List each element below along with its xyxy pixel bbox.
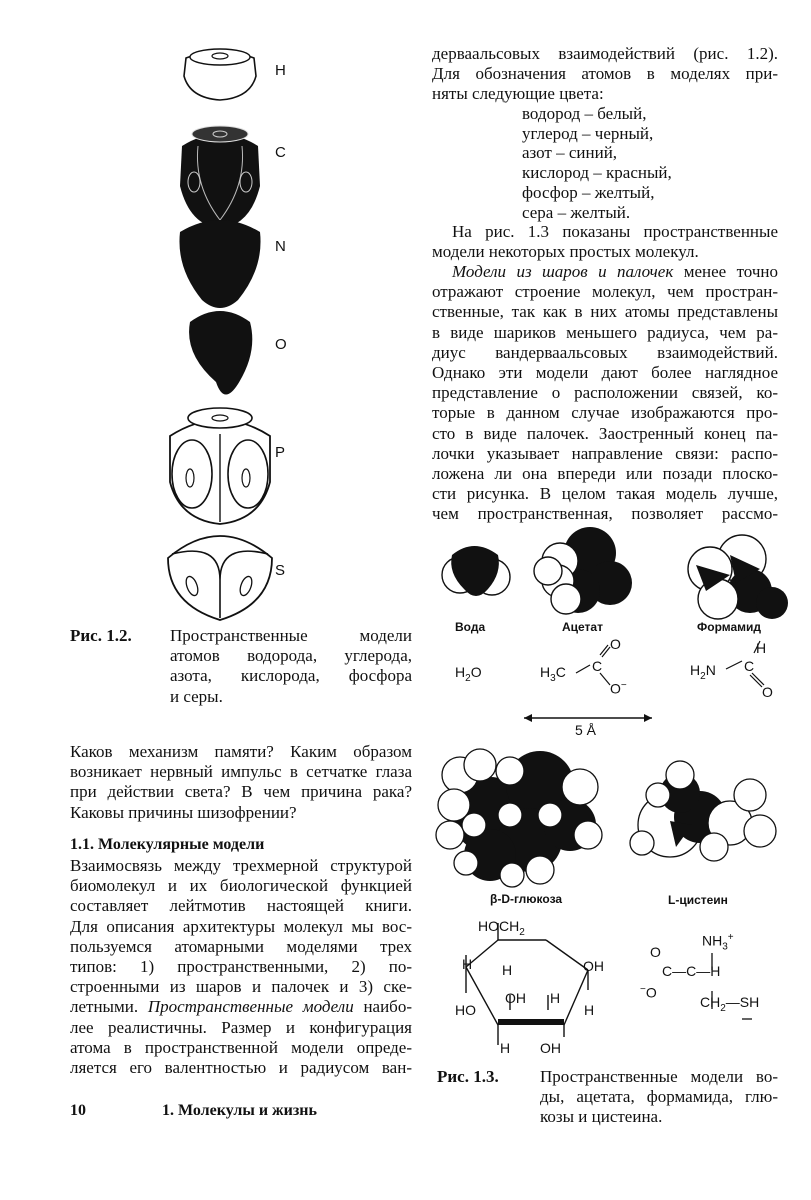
fig13-caption-label: Рис. 1.3. xyxy=(437,1067,499,1086)
color-item: азот – синий, xyxy=(522,143,618,163)
atom-label-c: C xyxy=(275,144,286,161)
cysteine-o2: −O xyxy=(640,984,657,1001)
formamide-model xyxy=(688,535,788,619)
text-line: торые в данном случае изображаются про- xyxy=(432,403,778,423)
text-line: лее реалистичны. Размер и конфигурация xyxy=(70,1017,412,1037)
text-line: чем пространственная, позволяет рассмо- xyxy=(432,504,778,524)
text-line: пользуемся атомарными моделями трех xyxy=(70,936,412,956)
carbon-atom-model xyxy=(180,126,260,228)
fig12-atom-models xyxy=(150,36,310,616)
scale-bar-label: 5 Å xyxy=(575,722,597,738)
fig12-caption-label: Рис. 1.2. xyxy=(70,626,132,645)
caption-line: Пространственные модели xyxy=(170,626,412,645)
left-questions xyxy=(70,742,412,823)
cysteine-nh3: $NH_3^+$ xyxy=(702,932,734,953)
text-line: дерваальсовых взаимодействий (рис. 1.2). xyxy=(432,44,778,63)
molecule-label-cysteine: L-цистеин xyxy=(668,893,728,907)
section-heading: 1.1. Молекулярные модели xyxy=(70,836,265,853)
text-line: диус вандерваальсовых взаимодействий. xyxy=(432,342,778,362)
text-line: няты следующие цвета: xyxy=(432,84,604,104)
molecule-label-formamide: Формамид xyxy=(697,620,762,634)
text-line: типов: 1) пространственными, 2) по- xyxy=(70,957,412,977)
atom-label-h: H xyxy=(275,62,286,79)
molecule-label-glucose: β-D-глюкоза xyxy=(490,892,563,906)
fig12-caption xyxy=(170,626,412,707)
cysteine-backbone: C—C—H xyxy=(662,963,721,979)
formula-formamide-h2n: $H_2N$ xyxy=(690,662,716,682)
fig13-caption xyxy=(540,1067,778,1128)
glucose-atom: H xyxy=(584,1002,595,1018)
text-line: в виде шариков меньшего радиуса, чем ра- xyxy=(432,322,778,342)
cysteine-ch2sh: $CH_2—SH$ xyxy=(700,994,760,1014)
text-line: На рис. 1.3 показаны пространственные xyxy=(452,222,778,241)
formula-acetate-c: C xyxy=(592,658,603,674)
molecule-label-acetate: Ацетат xyxy=(562,620,603,634)
glucose-model xyxy=(436,749,602,887)
running-footer-chapter: 1. Молекулы и жизнь xyxy=(162,1102,317,1119)
text-line: Каковы причины шизофрении? xyxy=(70,802,297,822)
glucose-atom: HO xyxy=(455,1002,476,1018)
text-line: Однако эти модели дают более наглядное xyxy=(432,363,778,383)
text-fragment: менее точно xyxy=(673,262,779,281)
caption-line: азота, кислорода, фосфора xyxy=(170,666,412,686)
text-line: строенными из шаров и палочек и 3) ске- xyxy=(70,977,412,997)
text-line: представление о расположении связей, ко- xyxy=(432,383,778,403)
text-line: лочки указывает направление связи: распо- xyxy=(432,443,778,463)
hydrogen-atom-model xyxy=(184,49,256,100)
text-line: отражают строение молекул, чем простран- xyxy=(432,282,778,302)
atom-label-s: S xyxy=(275,562,286,579)
sulfur-atom-model xyxy=(168,536,272,620)
color-item: сера – желтый. xyxy=(522,202,631,222)
formula-formamide-h: H xyxy=(756,640,767,656)
text-line: Для обозначения атомов в моделях при- xyxy=(432,64,778,84)
glucose-structure xyxy=(466,923,588,1045)
text-line: Для описания архитектуры молекул мы вос- xyxy=(70,916,412,936)
formula-formamide-o: O xyxy=(762,684,773,700)
caption-line: ды, ацетата, формамида, глю- xyxy=(540,1087,778,1107)
atom-color-list xyxy=(522,104,672,222)
caption-line: Пространственные модели во- xyxy=(540,1067,778,1086)
oxygen-atom-model xyxy=(189,311,252,395)
formula-formamide-c: C xyxy=(744,658,755,674)
formula-water: $H_2O$ xyxy=(455,664,482,684)
formula-acetate: $H_3C$ xyxy=(540,664,566,684)
cysteine-model xyxy=(630,761,776,861)
text-line: сто в виде палочек. Заостренный конец па- xyxy=(432,423,778,443)
atom-label-n: N xyxy=(275,238,286,255)
caption-line: атомов водорода, углерода, xyxy=(170,646,412,666)
text-line: при действии света? В чем причина рака? xyxy=(70,782,412,802)
text-line: Каков механизм памяти? Каким образом xyxy=(70,742,412,761)
text-line: атома в пространственной модели опреде- xyxy=(70,1037,412,1057)
italic-term: Модели из шаров и палочек xyxy=(452,262,674,281)
color-item: фосфор – желтый, xyxy=(522,182,655,202)
glucose-atom: H xyxy=(500,1040,511,1056)
formula-acetate-o2: O− xyxy=(610,680,627,697)
text-line: модели некоторых простых молекул. xyxy=(432,242,699,262)
right-para-2 xyxy=(432,222,778,262)
text-line: сти рисунка. В целом такая модель лучше, xyxy=(432,484,778,504)
scale-bar xyxy=(524,714,652,722)
water-model xyxy=(442,546,510,596)
molecule-label-water: Вода xyxy=(455,620,486,634)
acetate-model xyxy=(534,527,632,614)
text-fragment: наибо- xyxy=(353,997,412,1017)
color-item: углерод – черный, xyxy=(522,123,654,143)
text-line: ляется его валентностью и радиусом ван- xyxy=(70,1058,412,1078)
fig13-molecule-models xyxy=(430,525,800,1065)
caption-line: и серы. xyxy=(170,686,223,706)
page-number: 10 xyxy=(70,1102,86,1119)
phosphorus-atom-model xyxy=(170,408,270,524)
glucose-atom: H xyxy=(550,990,561,1006)
text-line: возникает нервный импульс в сетчатке глаза xyxy=(70,762,412,782)
right-para-3 xyxy=(432,262,778,525)
text-line: ственные, так как в них атомы представлены xyxy=(432,302,778,322)
cysteine-o1: O xyxy=(650,944,661,960)
formula-bonds xyxy=(576,640,767,687)
text-line: составляет лейтмотив настоящей книги. xyxy=(70,896,412,916)
color-item: кислород – красный, xyxy=(522,163,672,183)
text-line: ложена ли она впереди или позади плоско- xyxy=(432,464,778,484)
text-line: Взаимосвязь между трехмерной структурой xyxy=(70,856,412,875)
nitrogen-atom-model xyxy=(179,220,260,308)
glucose-atom: OH xyxy=(505,990,526,1006)
formula-acetate-o1: O xyxy=(610,636,621,652)
left-body xyxy=(70,856,412,1078)
caption-line: козы и цистеина. xyxy=(540,1107,663,1127)
glucose-atom: OH xyxy=(540,1040,561,1056)
glucose-hoch2: $HOCH_2$ xyxy=(478,918,525,938)
right-para-1 xyxy=(432,44,778,105)
color-item: водород – белый, xyxy=(522,104,647,123)
text-line xyxy=(432,262,778,282)
text-line: биомолекул и их биологической функцией xyxy=(70,876,412,896)
italic-term: Пространственные модели xyxy=(147,997,354,1017)
glucose-atom: H xyxy=(502,962,513,978)
glucose-atom: OH xyxy=(583,958,604,974)
text-line xyxy=(70,997,412,1017)
glucose-atom: H xyxy=(462,956,473,972)
atom-label-o: O xyxy=(275,336,287,353)
text-fragment: летными. xyxy=(70,997,148,1017)
atom-label-p: P xyxy=(275,444,286,461)
